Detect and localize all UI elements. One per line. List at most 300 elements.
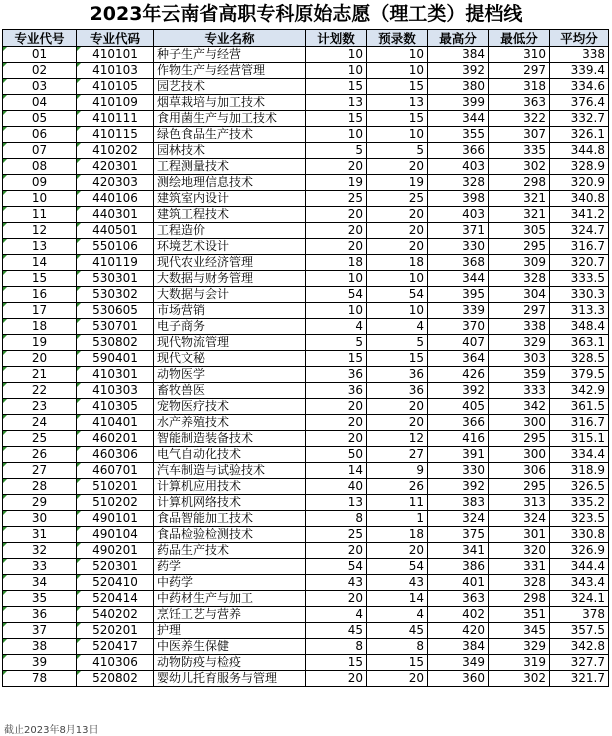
pre-admit-count-cell[interactable]: 5 <box>367 143 428 159</box>
major-id-cell[interactable]: 08 <box>3 159 77 175</box>
major-name-cell[interactable]: 中医养生保健 <box>154 639 306 655</box>
max-score-cell[interactable]: 392 <box>428 479 489 495</box>
pre-admit-count-cell[interactable]: 20 <box>367 671 428 687</box>
avg-score-cell[interactable]: 357.5 <box>550 623 609 639</box>
avg-score-cell[interactable]: 361.5 <box>550 399 609 415</box>
major-code-cell[interactable]: 510201 <box>77 479 154 495</box>
min-score-cell[interactable]: 304 <box>489 287 550 303</box>
pre-admit-count-cell[interactable]: 20 <box>367 415 428 431</box>
major-id-cell[interactable]: 32 <box>3 543 77 559</box>
plan-count-cell[interactable]: 20 <box>306 431 367 447</box>
major-code-cell[interactable]: 410301 <box>77 367 154 383</box>
plan-count-cell[interactable]: 43 <box>306 575 367 591</box>
header-max-score[interactable]: 最高分 <box>428 30 489 47</box>
max-score-cell[interactable]: 375 <box>428 527 489 543</box>
plan-count-cell[interactable]: 15 <box>306 79 367 95</box>
major-name-cell[interactable]: 工程测量技术 <box>154 159 306 175</box>
avg-score-cell[interactable]: 376.4 <box>550 95 609 111</box>
plan-count-cell[interactable]: 15 <box>306 351 367 367</box>
major-name-cell[interactable]: 建筑室内设计 <box>154 191 306 207</box>
major-id-cell[interactable]: 36 <box>3 607 77 623</box>
avg-score-cell[interactable]: 335.2 <box>550 495 609 511</box>
min-score-cell[interactable]: 305 <box>489 223 550 239</box>
min-score-cell[interactable]: 328 <box>489 575 550 591</box>
major-id-cell[interactable]: 34 <box>3 575 77 591</box>
avg-score-cell[interactable]: 323.5 <box>550 511 609 527</box>
major-id-cell[interactable]: 01 <box>3 47 77 63</box>
max-score-cell[interactable]: 364 <box>428 351 489 367</box>
max-score-cell[interactable]: 360 <box>428 671 489 687</box>
major-name-cell[interactable]: 智能制造装备技术 <box>154 431 306 447</box>
min-score-cell[interactable]: 322 <box>489 111 550 127</box>
max-score-cell[interactable]: 371 <box>428 223 489 239</box>
plan-count-cell[interactable]: 20 <box>306 671 367 687</box>
avg-score-cell[interactable]: 313.3 <box>550 303 609 319</box>
pre-admit-count-cell[interactable]: 20 <box>367 239 428 255</box>
major-name-cell[interactable]: 环境艺术设计 <box>154 239 306 255</box>
major-name-cell[interactable]: 大数据与会计 <box>154 287 306 303</box>
avg-score-cell[interactable]: 330.3 <box>550 287 609 303</box>
major-name-cell[interactable]: 测绘地理信息技术 <box>154 175 306 191</box>
major-id-cell[interactable]: 30 <box>3 511 77 527</box>
major-code-cell[interactable]: 530701 <box>77 319 154 335</box>
avg-score-cell[interactable]: 321.7 <box>550 671 609 687</box>
max-score-cell[interactable]: 392 <box>428 383 489 399</box>
major-name-cell[interactable]: 烟草栽培与加工技术 <box>154 95 306 111</box>
pre-admit-count-cell[interactable]: 4 <box>367 319 428 335</box>
major-code-cell[interactable]: 420303 <box>77 175 154 191</box>
plan-count-cell[interactable]: 4 <box>306 319 367 335</box>
pre-admit-count-cell[interactable]: 10 <box>367 47 428 63</box>
min-score-cell[interactable]: 319 <box>489 655 550 671</box>
major-code-cell[interactable]: 520201 <box>77 623 154 639</box>
major-code-cell[interactable]: 440106 <box>77 191 154 207</box>
major-code-cell[interactable]: 530302 <box>77 287 154 303</box>
max-score-cell[interactable]: 383 <box>428 495 489 511</box>
min-score-cell[interactable]: 295 <box>489 431 550 447</box>
major-id-cell[interactable]: 20 <box>3 351 77 367</box>
major-name-cell[interactable]: 园林技术 <box>154 143 306 159</box>
max-score-cell[interactable]: 355 <box>428 127 489 143</box>
max-score-cell[interactable]: 349 <box>428 655 489 671</box>
max-score-cell[interactable]: 392 <box>428 63 489 79</box>
major-name-cell[interactable]: 计算机网络技术 <box>154 495 306 511</box>
min-score-cell[interactable]: 295 <box>489 239 550 255</box>
major-code-cell[interactable]: 530802 <box>77 335 154 351</box>
max-score-cell[interactable]: 366 <box>428 415 489 431</box>
avg-score-cell[interactable]: 320.9 <box>550 175 609 191</box>
major-code-cell[interactable]: 440301 <box>77 207 154 223</box>
major-code-cell[interactable]: 530605 <box>77 303 154 319</box>
pre-admit-count-cell[interactable]: 54 <box>367 287 428 303</box>
pre-admit-count-cell[interactable]: 10 <box>367 63 428 79</box>
pre-admit-count-cell[interactable]: 14 <box>367 591 428 607</box>
min-score-cell[interactable]: 363 <box>489 95 550 111</box>
major-name-cell[interactable]: 动物医学 <box>154 367 306 383</box>
min-score-cell[interactable]: 303 <box>489 351 550 367</box>
min-score-cell[interactable]: 329 <box>489 639 550 655</box>
plan-count-cell[interactable]: 20 <box>306 207 367 223</box>
pre-admit-count-cell[interactable]: 36 <box>367 367 428 383</box>
major-id-cell[interactable]: 24 <box>3 415 77 431</box>
plan-count-cell[interactable]: 4 <box>306 607 367 623</box>
major-name-cell[interactable]: 大数据与财务管理 <box>154 271 306 287</box>
major-id-cell[interactable]: 27 <box>3 463 77 479</box>
pre-admit-count-cell[interactable]: 12 <box>367 431 428 447</box>
major-name-cell[interactable]: 电子商务 <box>154 319 306 335</box>
major-code-cell[interactable]: 410101 <box>77 47 154 63</box>
max-score-cell[interactable]: 403 <box>428 159 489 175</box>
min-score-cell[interactable]: 310 <box>489 47 550 63</box>
min-score-cell[interactable]: 313 <box>489 495 550 511</box>
plan-count-cell[interactable]: 45 <box>306 623 367 639</box>
min-score-cell[interactable]: 318 <box>489 79 550 95</box>
major-code-cell[interactable]: 460306 <box>77 447 154 463</box>
avg-score-cell[interactable]: 327.7 <box>550 655 609 671</box>
max-score-cell[interactable]: 370 <box>428 319 489 335</box>
plan-count-cell[interactable]: 5 <box>306 143 367 159</box>
major-code-cell[interactable]: 460701 <box>77 463 154 479</box>
max-score-cell[interactable]: 401 <box>428 575 489 591</box>
major-id-cell[interactable]: 23 <box>3 399 77 415</box>
min-score-cell[interactable]: 328 <box>489 271 550 287</box>
pre-admit-count-cell[interactable]: 20 <box>367 207 428 223</box>
major-id-cell[interactable]: 33 <box>3 559 77 575</box>
major-code-cell[interactable]: 550106 <box>77 239 154 255</box>
major-id-cell[interactable]: 31 <box>3 527 77 543</box>
min-score-cell[interactable]: 306 <box>489 463 550 479</box>
major-name-cell[interactable]: 药品生产技术 <box>154 543 306 559</box>
max-score-cell[interactable]: 391 <box>428 447 489 463</box>
header-major-code[interactable]: 专业代码 <box>77 30 154 47</box>
max-score-cell[interactable]: 407 <box>428 335 489 351</box>
major-name-cell[interactable]: 畜牧兽医 <box>154 383 306 399</box>
avg-score-cell[interactable]: 324.7 <box>550 223 609 239</box>
max-score-cell[interactable]: 398 <box>428 191 489 207</box>
plan-count-cell[interactable]: 54 <box>306 287 367 303</box>
major-name-cell[interactable]: 食品检验检测技术 <box>154 527 306 543</box>
avg-score-cell[interactable]: 316.7 <box>550 415 609 431</box>
min-score-cell[interactable]: 324 <box>489 511 550 527</box>
avg-score-cell[interactable]: 342.9 <box>550 383 609 399</box>
plan-count-cell[interactable]: 10 <box>306 303 367 319</box>
max-score-cell[interactable]: 386 <box>428 559 489 575</box>
max-score-cell[interactable]: 344 <box>428 271 489 287</box>
max-score-cell[interactable]: 405 <box>428 399 489 415</box>
pre-admit-count-cell[interactable]: 45 <box>367 623 428 639</box>
major-code-cell[interactable]: 520410 <box>77 575 154 591</box>
avg-score-cell[interactable]: 363.1 <box>550 335 609 351</box>
major-name-cell[interactable]: 动物防疫与检疫 <box>154 655 306 671</box>
avg-score-cell[interactable]: 341.2 <box>550 207 609 223</box>
pre-admit-count-cell[interactable]: 15 <box>367 655 428 671</box>
min-score-cell[interactable]: 320 <box>489 543 550 559</box>
major-id-cell[interactable]: 25 <box>3 431 77 447</box>
min-score-cell[interactable]: 338 <box>489 319 550 335</box>
pre-admit-count-cell[interactable]: 20 <box>367 543 428 559</box>
avg-score-cell[interactable]: 326.5 <box>550 479 609 495</box>
max-score-cell[interactable]: 368 <box>428 255 489 271</box>
major-code-cell[interactable]: 520802 <box>77 671 154 687</box>
major-id-cell[interactable]: 18 <box>3 319 77 335</box>
major-id-cell[interactable]: 10 <box>3 191 77 207</box>
pre-admit-count-cell[interactable]: 15 <box>367 79 428 95</box>
avg-score-cell[interactable]: 338 <box>550 47 609 63</box>
major-code-cell[interactable]: 410115 <box>77 127 154 143</box>
major-code-cell[interactable]: 540202 <box>77 607 154 623</box>
major-name-cell[interactable]: 现代文秘 <box>154 351 306 367</box>
pre-admit-count-cell[interactable]: 4 <box>367 607 428 623</box>
major-id-cell[interactable]: 03 <box>3 79 77 95</box>
plan-count-cell[interactable]: 10 <box>306 63 367 79</box>
avg-score-cell[interactable]: 318.9 <box>550 463 609 479</box>
min-score-cell[interactable]: 333 <box>489 383 550 399</box>
major-name-cell[interactable]: 现代物流管理 <box>154 335 306 351</box>
pre-admit-count-cell[interactable]: 13 <box>367 95 428 111</box>
min-score-cell[interactable]: 297 <box>489 63 550 79</box>
pre-admit-count-cell[interactable]: 1 <box>367 511 428 527</box>
plan-count-cell[interactable]: 20 <box>306 159 367 175</box>
max-score-cell[interactable]: 366 <box>428 143 489 159</box>
avg-score-cell[interactable]: 315.1 <box>550 431 609 447</box>
major-code-cell[interactable]: 410103 <box>77 63 154 79</box>
avg-score-cell[interactable]: 316.7 <box>550 239 609 255</box>
pre-admit-count-cell[interactable]: 9 <box>367 463 428 479</box>
pre-admit-count-cell[interactable]: 15 <box>367 351 428 367</box>
avg-score-cell[interactable]: 348.4 <box>550 319 609 335</box>
major-code-cell[interactable]: 490201 <box>77 543 154 559</box>
plan-count-cell[interactable]: 20 <box>306 591 367 607</box>
min-score-cell[interactable]: 301 <box>489 527 550 543</box>
min-score-cell[interactable]: 302 <box>489 671 550 687</box>
min-score-cell[interactable]: 298 <box>489 175 550 191</box>
major-name-cell[interactable]: 宠物医疗技术 <box>154 399 306 415</box>
avg-score-cell[interactable]: 334.6 <box>550 79 609 95</box>
major-id-cell[interactable]: 29 <box>3 495 77 511</box>
major-name-cell[interactable]: 种子生产与经营 <box>154 47 306 63</box>
major-name-cell[interactable]: 工程造价 <box>154 223 306 239</box>
pre-admit-count-cell[interactable]: 25 <box>367 191 428 207</box>
plan-count-cell[interactable]: 14 <box>306 463 367 479</box>
avg-score-cell[interactable]: 330.8 <box>550 527 609 543</box>
plan-count-cell[interactable]: 50 <box>306 447 367 463</box>
max-score-cell[interactable]: 330 <box>428 239 489 255</box>
plan-count-cell[interactable]: 54 <box>306 559 367 575</box>
header-plan-count[interactable]: 计划数 <box>306 30 367 47</box>
pre-admit-count-cell[interactable]: 8 <box>367 639 428 655</box>
header-major-name[interactable]: 专业名称 <box>154 30 306 47</box>
min-score-cell[interactable]: 329 <box>489 335 550 351</box>
avg-score-cell[interactable]: 334.4 <box>550 447 609 463</box>
min-score-cell[interactable]: 351 <box>489 607 550 623</box>
min-score-cell[interactable]: 321 <box>489 191 550 207</box>
pre-admit-count-cell[interactable]: 26 <box>367 479 428 495</box>
major-code-cell[interactable]: 520301 <box>77 559 154 575</box>
major-id-cell[interactable]: 05 <box>3 111 77 127</box>
major-code-cell[interactable]: 420301 <box>77 159 154 175</box>
min-score-cell[interactable]: 345 <box>489 623 550 639</box>
avg-score-cell[interactable]: 340.8 <box>550 191 609 207</box>
avg-score-cell[interactable]: 326.1 <box>550 127 609 143</box>
header-major-id[interactable]: 专业代号 <box>3 30 77 47</box>
min-score-cell[interactable]: 302 <box>489 159 550 175</box>
max-score-cell[interactable]: 395 <box>428 287 489 303</box>
major-name-cell[interactable]: 绿色食品生产技术 <box>154 127 306 143</box>
major-code-cell[interactable]: 520414 <box>77 591 154 607</box>
plan-count-cell[interactable]: 10 <box>306 127 367 143</box>
major-name-cell[interactable]: 烹饪工艺与营养 <box>154 607 306 623</box>
major-code-cell[interactable]: 530301 <box>77 271 154 287</box>
major-name-cell[interactable]: 汽车制造与试验技术 <box>154 463 306 479</box>
max-score-cell[interactable]: 330 <box>428 463 489 479</box>
header-min-score[interactable]: 最低分 <box>489 30 550 47</box>
min-score-cell[interactable]: 295 <box>489 479 550 495</box>
avg-score-cell[interactable]: 378 <box>550 607 609 623</box>
avg-score-cell[interactable]: 342.8 <box>550 639 609 655</box>
major-code-cell[interactable]: 410306 <box>77 655 154 671</box>
major-name-cell[interactable]: 市场营销 <box>154 303 306 319</box>
pre-admit-count-cell[interactable]: 36 <box>367 383 428 399</box>
major-id-cell[interactable]: 13 <box>3 239 77 255</box>
max-score-cell[interactable]: 344 <box>428 111 489 127</box>
avg-score-cell[interactable]: 333.5 <box>550 271 609 287</box>
major-name-cell[interactable]: 中药材生产与加工 <box>154 591 306 607</box>
plan-count-cell[interactable]: 25 <box>306 527 367 543</box>
max-score-cell[interactable]: 416 <box>428 431 489 447</box>
avg-score-cell[interactable]: 332.7 <box>550 111 609 127</box>
major-id-cell[interactable]: 02 <box>3 63 77 79</box>
avg-score-cell[interactable]: 328.9 <box>550 159 609 175</box>
major-code-cell[interactable]: 520417 <box>77 639 154 655</box>
major-id-cell[interactable]: 37 <box>3 623 77 639</box>
pre-admit-count-cell[interactable]: 19 <box>367 175 428 191</box>
max-score-cell[interactable]: 403 <box>428 207 489 223</box>
plan-count-cell[interactable]: 20 <box>306 239 367 255</box>
major-id-cell[interactable]: 14 <box>3 255 77 271</box>
major-id-cell[interactable]: 16 <box>3 287 77 303</box>
plan-count-cell[interactable]: 19 <box>306 175 367 191</box>
major-id-cell[interactable]: 17 <box>3 303 77 319</box>
avg-score-cell[interactable]: 343.4 <box>550 575 609 591</box>
avg-score-cell[interactable]: 324.1 <box>550 591 609 607</box>
min-score-cell[interactable]: 298 <box>489 591 550 607</box>
pre-admit-count-cell[interactable]: 18 <box>367 527 428 543</box>
avg-score-cell[interactable]: 326.9 <box>550 543 609 559</box>
major-id-cell[interactable]: 28 <box>3 479 77 495</box>
min-score-cell[interactable]: 359 <box>489 367 550 383</box>
pre-admit-count-cell[interactable]: 11 <box>367 495 428 511</box>
major-id-cell[interactable]: 35 <box>3 591 77 607</box>
major-id-cell[interactable]: 38 <box>3 639 77 655</box>
max-score-cell[interactable]: 324 <box>428 511 489 527</box>
plan-count-cell[interactable]: 5 <box>306 335 367 351</box>
plan-count-cell[interactable]: 40 <box>306 479 367 495</box>
pre-admit-count-cell[interactable]: 10 <box>367 271 428 287</box>
plan-count-cell[interactable]: 13 <box>306 95 367 111</box>
avg-score-cell[interactable]: 328.5 <box>550 351 609 367</box>
major-id-cell[interactable]: 12 <box>3 223 77 239</box>
plan-count-cell[interactable]: 20 <box>306 399 367 415</box>
pre-admit-count-cell[interactable]: 15 <box>367 111 428 127</box>
major-id-cell[interactable]: 07 <box>3 143 77 159</box>
min-score-cell[interactable]: 307 <box>489 127 550 143</box>
major-id-cell[interactable]: 06 <box>3 127 77 143</box>
avg-score-cell[interactable]: 379.5 <box>550 367 609 383</box>
major-code-cell[interactable]: 510202 <box>77 495 154 511</box>
major-id-cell[interactable]: 21 <box>3 367 77 383</box>
plan-count-cell[interactable]: 36 <box>306 383 367 399</box>
avg-score-cell[interactable]: 320.7 <box>550 255 609 271</box>
pre-admit-count-cell[interactable]: 10 <box>367 303 428 319</box>
avg-score-cell[interactable]: 344.8 <box>550 143 609 159</box>
pre-admit-count-cell[interactable]: 18 <box>367 255 428 271</box>
plan-count-cell[interactable]: 25 <box>306 191 367 207</box>
min-score-cell[interactable]: 342 <box>489 399 550 415</box>
max-score-cell[interactable]: 420 <box>428 623 489 639</box>
pre-admit-count-cell[interactable]: 10 <box>367 127 428 143</box>
major-code-cell[interactable]: 410305 <box>77 399 154 415</box>
major-name-cell[interactable]: 园艺技术 <box>154 79 306 95</box>
major-code-cell[interactable]: 460201 <box>77 431 154 447</box>
major-id-cell[interactable]: 15 <box>3 271 77 287</box>
plan-count-cell[interactable]: 13 <box>306 495 367 511</box>
max-score-cell[interactable]: 426 <box>428 367 489 383</box>
pre-admit-count-cell[interactable]: 20 <box>367 159 428 175</box>
major-name-cell[interactable]: 食品智能加工技术 <box>154 511 306 527</box>
max-score-cell[interactable]: 402 <box>428 607 489 623</box>
major-code-cell[interactable]: 410401 <box>77 415 154 431</box>
major-id-cell[interactable]: 78 <box>3 671 77 687</box>
major-name-cell[interactable]: 食用菌生产与加工技术 <box>154 111 306 127</box>
plan-count-cell[interactable]: 20 <box>306 543 367 559</box>
major-id-cell[interactable]: 04 <box>3 95 77 111</box>
major-code-cell[interactable]: 490101 <box>77 511 154 527</box>
major-name-cell[interactable]: 作物生产与经营管理 <box>154 63 306 79</box>
plan-count-cell[interactable]: 8 <box>306 639 367 655</box>
major-code-cell[interactable]: 440501 <box>77 223 154 239</box>
plan-count-cell[interactable]: 15 <box>306 655 367 671</box>
major-code-cell[interactable]: 410111 <box>77 111 154 127</box>
header-avg-score[interactable]: 平均分 <box>550 30 609 47</box>
major-code-cell[interactable]: 410202 <box>77 143 154 159</box>
min-score-cell[interactable]: 300 <box>489 447 550 463</box>
header-pre-admit-count[interactable]: 预录数 <box>367 30 428 47</box>
plan-count-cell[interactable]: 20 <box>306 223 367 239</box>
plan-count-cell[interactable]: 10 <box>306 271 367 287</box>
min-score-cell[interactable]: 297 <box>489 303 550 319</box>
min-score-cell[interactable]: 321 <box>489 207 550 223</box>
major-name-cell[interactable]: 电气自动化技术 <box>154 447 306 463</box>
avg-score-cell[interactable]: 344.4 <box>550 559 609 575</box>
major-code-cell[interactable]: 410109 <box>77 95 154 111</box>
major-name-cell[interactable]: 婴幼儿托育服务与管理 <box>154 671 306 687</box>
major-code-cell[interactable]: 490104 <box>77 527 154 543</box>
max-score-cell[interactable]: 341 <box>428 543 489 559</box>
plan-count-cell[interactable]: 15 <box>306 111 367 127</box>
max-score-cell[interactable]: 363 <box>428 591 489 607</box>
major-name-cell[interactable]: 水产养殖技术 <box>154 415 306 431</box>
major-id-cell[interactable]: 19 <box>3 335 77 351</box>
major-id-cell[interactable]: 39 <box>3 655 77 671</box>
major-id-cell[interactable]: 09 <box>3 175 77 191</box>
avg-score-cell[interactable]: 339.4 <box>550 63 609 79</box>
max-score-cell[interactable]: 339 <box>428 303 489 319</box>
major-name-cell[interactable]: 药学 <box>154 559 306 575</box>
major-name-cell[interactable]: 计算机应用技术 <box>154 479 306 495</box>
major-name-cell[interactable]: 护理 <box>154 623 306 639</box>
max-score-cell[interactable]: 399 <box>428 95 489 111</box>
min-score-cell[interactable]: 331 <box>489 559 550 575</box>
